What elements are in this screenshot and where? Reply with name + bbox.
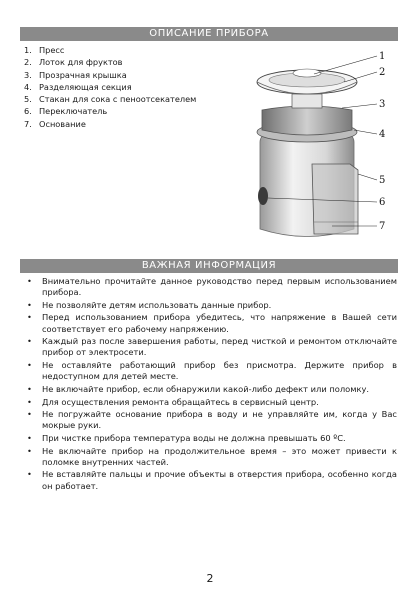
- item-text: Не позволяйте детям использовать данные прибор.: [42, 299, 272, 310]
- bullet: •: [27, 360, 32, 371]
- list-item: [27, 446, 397, 468]
- list-item: [27, 384, 397, 395]
- switch-knob: [258, 187, 268, 205]
- list-item: [27, 360, 397, 382]
- item-text: Не включайте прибор на продолжительное время – это может привести к поломке внутренних частей.: [42, 445, 397, 467]
- item-number: 7.: [24, 118, 32, 129]
- item-label: Пресс: [39, 45, 65, 55]
- item-text: Каждый раз после завершения работы, перед чисткой и ремонтом отключайте прибор от электросети.: [42, 336, 397, 358]
- juice-cup: [312, 164, 358, 234]
- item-text: При чистке прибора температура воды не должна превышать 60 ºC.: [42, 432, 346, 443]
- item-number: 2.: [24, 57, 32, 68]
- list-item: [27, 300, 397, 311]
- parts-list: [24, 44, 196, 130]
- item-number: 3.: [24, 69, 32, 80]
- important-info-list: [27, 276, 397, 493]
- item-text: Не погружайте основание прибора в воду и не управляйте им, когда у Вас мокрые руки.: [42, 409, 397, 431]
- item-label: Стакан для сока с пеноотсекателем: [39, 94, 197, 105]
- parts-list-item: [24, 118, 196, 130]
- section-header-description: ОПИСАНИЕ ПРИБОРА: [20, 27, 398, 41]
- item-text: Не оставляйте работающий прибор без присмотра. Держите прибор в недоступном для детей месте.: [42, 360, 397, 382]
- item-text: Для осуществления ремонта обращайтесь в сервисный центр.: [42, 396, 319, 407]
- parts-list-item: [24, 81, 196, 93]
- bullet: •: [27, 312, 32, 323]
- list-item: [27, 397, 397, 408]
- bullet: •: [27, 432, 32, 443]
- bullet: •: [27, 299, 32, 310]
- list-item: [27, 312, 397, 334]
- item-label: Лоток для фруктов: [39, 57, 123, 68]
- list-item: [27, 276, 397, 298]
- parts-list-item: [24, 105, 196, 117]
- parts-list-item: [24, 69, 196, 81]
- item-text: Не вставляйте пальцы и прочие объекты в отверстия прибора, особенно когда он работает.: [42, 469, 397, 491]
- item-text: Внимательно прочитайте данное руководство перед первым использованием прибора.: [42, 276, 397, 298]
- parts-list-item: [24, 56, 196, 68]
- bullet: •: [27, 383, 32, 394]
- page-number: 2: [206, 572, 214, 585]
- bullet: •: [27, 396, 32, 407]
- list-item: [27, 336, 397, 358]
- item-number: 6.: [24, 106, 32, 117]
- juicer-diagram: [222, 44, 402, 249]
- callout-1: 1: [379, 51, 386, 62]
- callout-2: 2: [379, 67, 386, 78]
- list-item: [27, 433, 397, 444]
- callout-5: 5: [379, 175, 386, 186]
- item-label: Прозрачная крышка: [39, 69, 127, 80]
- bullet: •: [27, 469, 32, 480]
- item-number: 4.: [24, 81, 32, 92]
- bullet: •: [27, 276, 32, 286]
- item-text: Перед использованием прибора убедитесь, что напряжение в Вашей сети соответствует его рабочему напряжению.: [42, 312, 397, 334]
- item-label: Основание: [39, 118, 86, 129]
- list-item: [27, 469, 397, 491]
- item-label: Разделяющая секция: [39, 81, 132, 92]
- callout-7: 7: [379, 221, 386, 232]
- callout-6: 6: [379, 197, 386, 208]
- transparent-lid: [262, 106, 352, 135]
- callout-3: 3: [379, 99, 386, 110]
- callout-4: 4: [379, 129, 386, 140]
- item-number: 1.: [24, 45, 32, 55]
- bullet: •: [27, 409, 32, 420]
- item-label: Переключатель: [39, 106, 108, 117]
- list-item: [27, 409, 397, 431]
- bullet: •: [27, 445, 32, 456]
- parts-list-item: [24, 93, 196, 105]
- item-text: Не включайте прибор, если обнаружили какой-либо дефект или поломку.: [42, 383, 370, 394]
- bullet: •: [27, 336, 32, 347]
- item-number: 5.: [24, 94, 32, 105]
- section-header-important: ВАЖНАЯ ИНФОРМАЦИЯ: [20, 259, 398, 273]
- parts-list-item: [24, 44, 196, 56]
